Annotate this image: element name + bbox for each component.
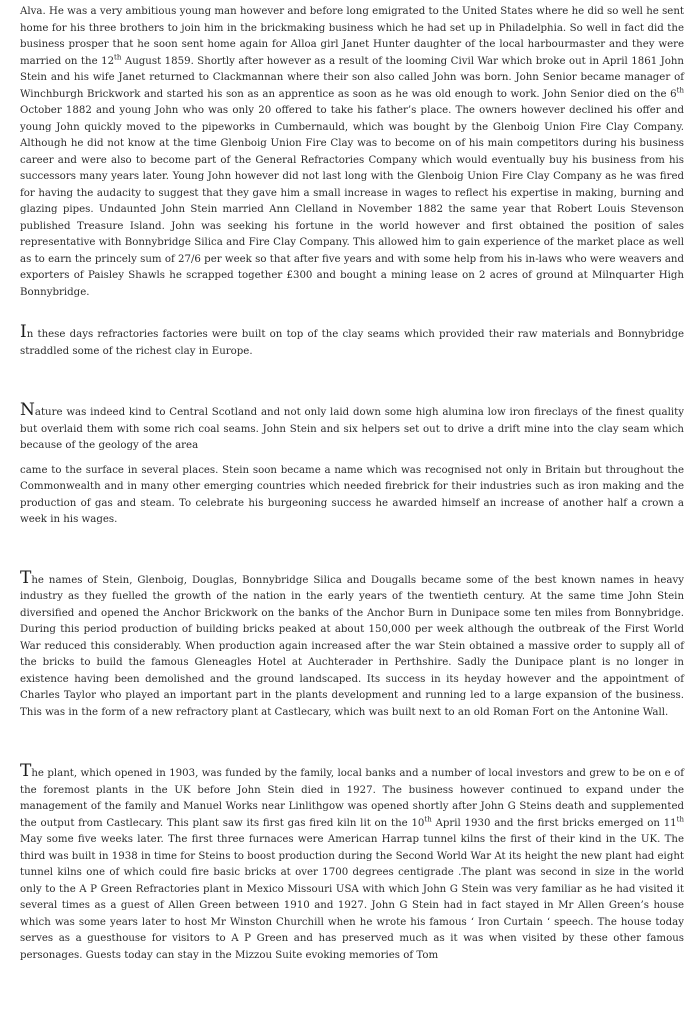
ordinal-suffix: th (676, 815, 684, 824)
drop-cap-initial: T (20, 761, 32, 781)
ordinal-suffix: th (676, 86, 684, 95)
paragraph-text: October 1882 and young John who was only 20 offered to take his father’s place. The owners however declined his offer and young John quickly moved to the pipeworks in Cumbernauld, which was bought by the Glenboig Union Fire Clay Company. Although he did not know at the time Glenboig Union Fire Clay was to become on of his main competitors during his business career and were also to become part of the General Refractories Company which would eventually buy his business from his successors many years later. Young John however did not last long with the Glenboig Union Fire Clay Company as he was fired for having the audacity to suggest that they gave him a small increase in wages to reflect his expertise in making, burning and glazing pipes. Undaunted John Stein married Ann Clelland in November 1882 the same year that Robert Louis Stevenson published Treasure Island. John was seeking his fortune in the world however and first obtained the position of sales representative with Bonnybridge Silica and Fire Clay Company. This allowed him to gain experience of the market place as well as to earn the princely sum of 27/6 per week so that after five years and with some help from his in-laws who were weavers and exporters of Paisley Shawls he scrapped together £300 and bought a mining lease on 2 acres of ground at Milnquarter High Bonnybridge. (20, 105, 684, 298)
paragraph-text: Alva. He was a very ambitious young man however and before long emigrated to the United States where he did so well he sent home for his three brothers to join him in the brickmaking business which he had set up in Philadelphia. So well in fact did the business prosper that he soon sent home again for Alloa girl Janet Hunter daughter of the local harbourmaster and they were married on the 12 (20, 6, 684, 67)
paragraph-text: May some five weeks later. The first three furnaces were American Harrap tunnel kilns the first of their kind in the UK. The third was built in 1938 in time for Steins to boost production during the Second World War At its height the new plant had eight tunnel kilns one of which could fire basic bricks at over 1700 degrees centigrade .The plant was second in size in the world only to the A P Green Refractories plant in Mexico Missouri USA with which John G Stein was very familiar as he had visited it several times as a guest of Allen Green between 1910 and 1927. John G Stein had in fact stayed in Mr Allen Green’s house which was some years later to host Mr Winston Churchill when he wrote his famous ‘ Iron Curtain ‘ speech. The house today serves as a guesthouse for visitors to A P Green and has preserved much as it was when visited by these other famous personages. Guests today can stay in the Mizzou Suite evoking memories of Tom (20, 834, 684, 961)
paragraph-text: came to the surface in several places. Stein soon became a name which was recognised not only in Britain but throughout the Commonwealth and in many other emerging countries which needed firebrick for their industries such as iron making and the production of gas and steam. To celebrate his burgeoning success he awarded himself an increase of another half a crown a week in his wages. (20, 464, 684, 525)
paragraph-text: ature was indeed kind to Central Scotland and not only laid down some high alumina low iron fireclays of the finest quality but overlaid them with some rich coal seams. John Stein and six helpers set out to drive a drift mine into the clay seam which because of the geology of the area (20, 407, 684, 451)
document-page (20, 0, 684, 964)
paragraph-3 (20, 400, 684, 455)
paragraph-text: August 1859. Shortly after however as a result of the looming Civil War which broke out in April 1861 John Stein and his wife Janet returned to Clackmannan where their son also called John was born. John Senior became manager of Winchburgh Brickwork and started his son as an apprentice as soon as he was old enough to work. John Senior died on the 6 (20, 55, 684, 100)
paragraph-2 (20, 322, 684, 360)
paragraph-5 (20, 567, 684, 722)
ordinal-suffix: th (424, 815, 432, 824)
paragraph-1 (20, 4, 684, 301)
drop-cap-initial: I (20, 322, 27, 342)
drop-cap-initial: N (20, 400, 35, 420)
drop-cap-initial: T (20, 567, 32, 588)
paragraph-text: n these days refractories factories were built on top of the clay seams which provided their raw materials and Bonnybridge straddled some of the richest clay in Europe. (20, 329, 684, 357)
paragraph-4 (20, 463, 684, 529)
paragraph-text: April 1930 and the first bricks emerged on 11 (431, 817, 677, 829)
paragraph-6 (20, 761, 684, 964)
paragraph-text: he names of Stein, Glenboig, Douglas, Bonnybridge Silica and Dougalls became some of the best known names in heavy industry as they fuelled the growth of the nation in the early years of the twentieth century. At the same time John Stein diversified and opened the Anchor Brickwork on the banks of the Anchor Burn in Dunipace some ten miles from Bonnybridge. During this period production of building bricks peaked at about 150,000 per week although the outbreak of the First World War reduced this considerably. When production again increased after the war Stein obtained a massive order to supply all of the bricks to build the famous Gleneagles Hotel at Auchterader in Perthshire. Sadly the Dunipace plant is no longer in existence having been demolished and the ground landscaped. Its success in its heyday however and the appointment of Charles Taylor who played an important part in the plants development and running led to a large expansion of the business. This was in the form of a new refractory plant at Castlecary, which was built next to an old Roman Fort on the Antonine Wall. (20, 574, 684, 718)
paragraph-text: he plant, which opened in 1903, was funded by the family, local banks and a number of local investors and grew to be on e of the foremost plants in the UK before John Stein died in 1927. The business however continued to expand under the management of the family and Manuel Works near Linlithgow was opened shortly after John G Steins death and supplemented the output from Castlecary. This plant saw its first gas fired kiln lit on the 10 (20, 768, 684, 829)
ordinal-suffix: th (114, 53, 122, 62)
